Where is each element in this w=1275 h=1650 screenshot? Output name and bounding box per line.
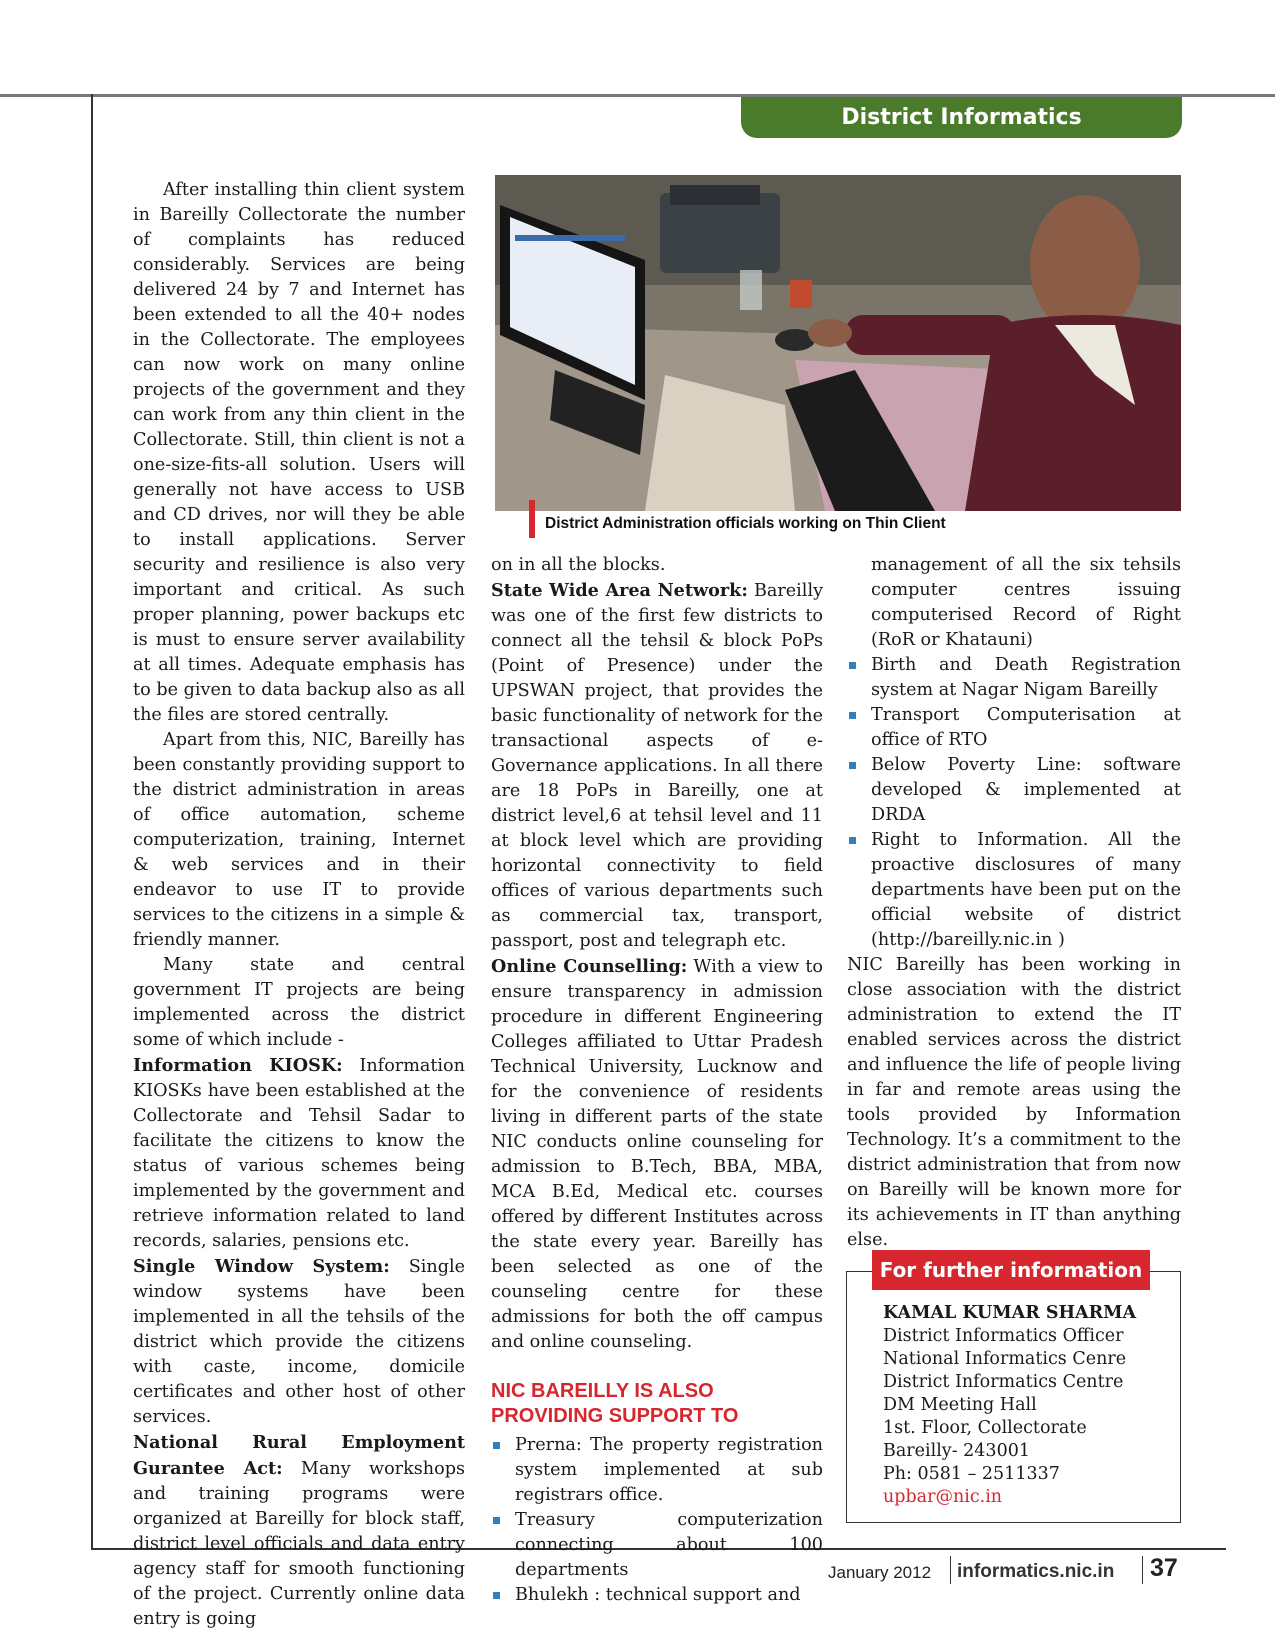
subheading: State Wide Area Network:	[491, 580, 748, 601]
issue-date: January 2012	[828, 1563, 932, 1582]
office-photo	[495, 175, 1181, 511]
paragraph-body: With a view to ensure transparency in admission procedure in different Engineering Colleges affiliated to Uttar Pradesh Technical University, Lucknow and for the convenience of residents living in different parts of the state NIC conducts online counseling for admission to B.Tech, BBA, MBA, MCA B.Ed, Medical etc. courses offered by different Institutes across the state every year. Bareilly has been selected as one of the counseling centre for these admissions for both the off campus and online counseling.	[491, 957, 823, 1352]
list-item	[491, 1583, 823, 1608]
paragraph: on in all the blocks.	[491, 555, 666, 575]
subheading: Online Counselling:	[491, 956, 688, 977]
section-header: District Informatics	[741, 97, 1182, 138]
caption-marker	[529, 500, 535, 538]
photo-caption: District Administration officials working on Thin Client	[545, 515, 946, 532]
contact-line: 1st. Floor, Collectorate	[883, 1418, 1087, 1438]
site-link[interactable]: informatics.nic.in	[957, 1561, 1115, 1582]
list-item-text: Prerna: The property registration system implemented at sub registrars office.	[515, 1435, 823, 1505]
list-continuation: management of all the six tehsils computer centres issuing computerised Record of Right (RoR or Khatauni)	[871, 555, 1181, 650]
paragraph-body: Information KIOSKs have been established at the Collectorate and Tehsil Sadar to facilitate the citizens to know the status of various schemes being implemented by the government and retrieve information related to land records, salaries, pensions etc.	[133, 1056, 465, 1251]
paragraph-kiosk	[133, 1053, 465, 1254]
paragraph-nrega	[133, 1430, 465, 1632]
paragraph-body: Bareilly was one of the first few districts to connect all the tehsil & block PoPs (Point of Presence) under the UPSWAN project, that provides the basic functionality of network for the transactional aspects of e-Governance applications. In all there are 18 PoPs in Bareilly, one at district level,6 at tehsil level and 11 at block level which are providing horizontal connectivity to field offices of various departments such as commercial tax, transport, passport, post and telegraph etc.	[491, 581, 824, 951]
support-heading: NIC BAREILLY IS ALSO PROVIDING SUPPORT TO	[491, 1380, 739, 1427]
list-item	[847, 828, 1181, 953]
page-number: 37	[1150, 1554, 1178, 1582]
list-item	[491, 1433, 823, 1508]
paragraph-counselling	[491, 954, 823, 1355]
bullet-icon	[849, 662, 856, 669]
list-item	[491, 1508, 823, 1583]
subheading: National Rural Employment Gurantee Act:	[133, 1432, 465, 1479]
contact-box-title: For further information	[872, 1250, 1150, 1290]
paragraph-body: Many workshops and training programs were organized at Bareilly for block staff, district level officials and data entry agency staff for smooth functioning of the project. Currently online data entry is going	[133, 1459, 465, 1629]
contact-name: KAMAL KUMAR SHARMA	[883, 1303, 1137, 1323]
column-2	[491, 553, 823, 1608]
subheading: Single Window System:	[133, 1256, 390, 1277]
column-3	[847, 553, 1181, 1253]
subheading: Information KIOSK:	[133, 1055, 343, 1076]
list-item	[847, 653, 1181, 703]
paragraph-sws	[133, 1254, 465, 1430]
contact-line: DM Meeting Hall	[883, 1395, 1037, 1415]
contact-line: National Informatics Cenre	[883, 1349, 1127, 1369]
support-list	[491, 1433, 823, 1608]
closing-paragraph: NIC Bareilly has been working in close association with the district administration to extend the IT enabled services across the district and influence the life of people living in far and remote areas using the tools provided by Information Technology. It’s a commitment to the district administration that from now on Bareilly will be known more for its achievements in IT than anything else.	[847, 955, 1181, 1250]
contact-phone: Ph: 0581 – 2511337	[883, 1464, 1060, 1484]
paragraph-swan	[491, 578, 823, 954]
column-1	[133, 178, 465, 1632]
list-item-text: Bhulekh : technical support and	[515, 1585, 801, 1605]
list-item-text: Right to Information. All the proactive disclosures of many departments have been put on the official website of district (http://bareilly.nic.in )	[871, 830, 1181, 950]
list-item	[847, 753, 1181, 828]
paragraph-body: Single window systems have been implemented in all the tehsils of the district which provide the citizens with caste, income, domicile certificates and other host of other services.	[133, 1257, 466, 1427]
footer-divider	[1142, 1556, 1143, 1584]
paragraph: Many state and central government IT projects are being implemented across the district some of which include -	[133, 955, 465, 1050]
paragraph: Apart from this, NIC, Bareilly has been constantly providing support to the district administration in areas of office automation, scheme computerization, training, Internet & web services and in their endeavor to use IT to provide services to the citizens in a simple & friendly manner.	[133, 730, 465, 950]
support-list-continued	[847, 653, 1181, 953]
bullet-icon	[849, 837, 856, 844]
contact-line: District Informatics Centre	[883, 1372, 1124, 1392]
contact-line: Bareilly- 243001	[883, 1441, 1030, 1461]
list-item-text: Transport Computerisation at office of RTO	[871, 705, 1181, 750]
bullet-icon	[849, 712, 856, 719]
list-item-text: Treasury computerization connecting about 100 departments	[515, 1510, 823, 1580]
paragraph: After installing thin client system in Bareilly Collectorate the number of complaints has reduced considerably. Services are being delivered 24 by 7 and Internet has been extended to all the 40+ nodes in the Collectorate. The employees can now work on many online projects of the government and they can work from any thin client in the Collectorate. Still, thin client is not a one-size-fits-all solution. Users will generally not have access to USB and CD drives, nor will they be able to install applications. Server security and resilience is also very important and critical. As such proper planning, power backups etc is must to ensure server availability at all times. Adequate emphasis has to be given to data backup also as all the files are stored centrally.	[133, 180, 465, 725]
list-item	[847, 703, 1181, 753]
footer-divider	[950, 1556, 951, 1584]
contact-email-link[interactable]: upbar@nic.in	[883, 1487, 1003, 1507]
left-rule	[91, 94, 93, 1550]
contact-details	[883, 1302, 1173, 1509]
list-item-text: Birth and Death Registration system at Nagar Nigam Bareilly	[871, 655, 1181, 700]
bullet-icon	[493, 1592, 500, 1599]
bullet-icon	[849, 762, 856, 769]
list-item-text: Below Poverty Line: software developed & implemented at DRDA	[871, 755, 1181, 825]
bullet-icon	[493, 1517, 500, 1524]
contact-line: District Informatics Officer	[883, 1326, 1124, 1346]
bullet-icon	[493, 1442, 500, 1449]
